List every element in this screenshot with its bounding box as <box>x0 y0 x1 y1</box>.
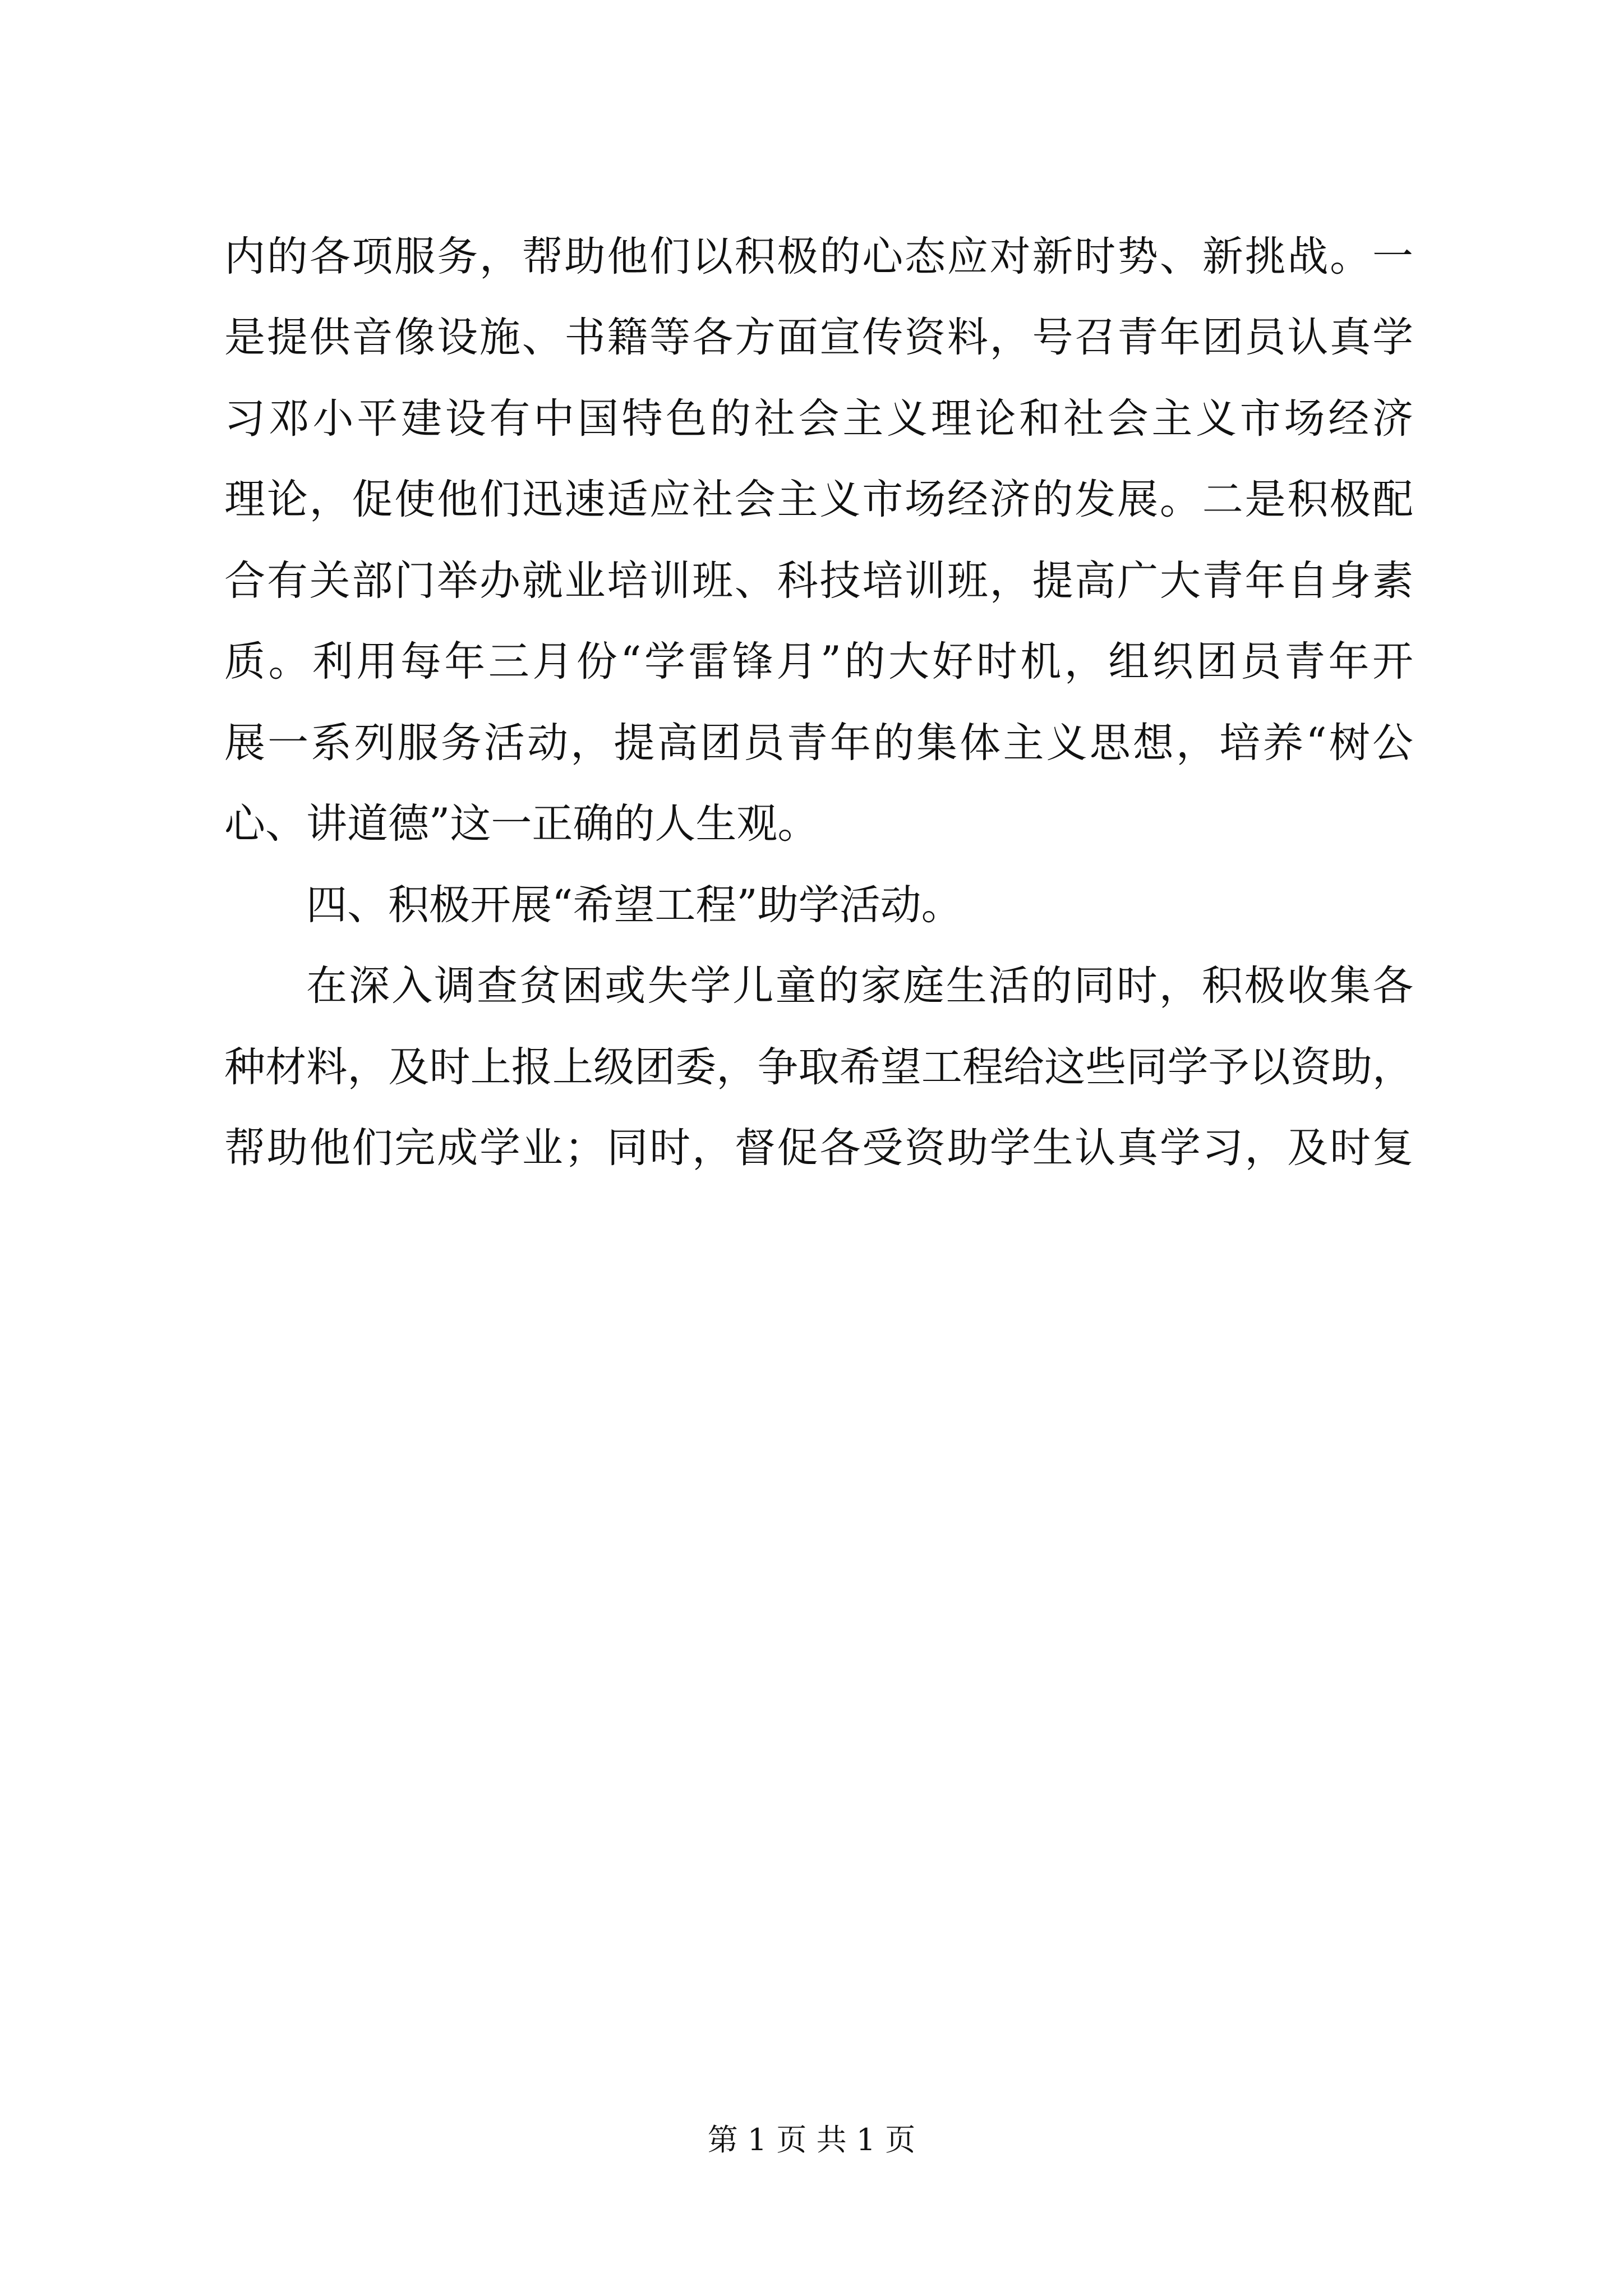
paragraph-line: 质。利用每年三月份“学雷锋月”的大好时机，组织团员青年开 <box>224 638 1413 685</box>
paragraph-line: 习邓小平建设有中国特色的社会主义理论和社会主义市场经济 <box>224 395 1413 443</box>
paragraph-line: 在深入调查贫困或失学儿童的家庭生活的同时，积极收集各 <box>306 962 1413 1010</box>
paragraph-line: 合有关部门举办就业培训班、科技培训班，提高广大青年自身素 <box>224 557 1413 605</box>
section-heading: 四、积极开展“希望工程”助学活动。 <box>306 881 962 929</box>
paragraph-line: 种材料，及时上报上级团委，争取希望工程给这些同学予以资助， <box>224 1043 1413 1091</box>
paragraph-line: 展一系列服务活动，提高团员青年的集体主义思想，培养“树公 <box>224 719 1413 767</box>
paragraph-line: 心、讲道德”这一正确的人生观。 <box>224 800 819 848</box>
paragraph-line: 理论，促使他们迅速适应社会主义市场经济的发展。二是积极配 <box>224 476 1413 523</box>
paragraph-line: 帮助他们完成学业；同时，督促各受资助学生认真学习，及时复 <box>224 1124 1413 1172</box>
paragraph-line: 内的各项服务，帮助他们以积极的心态应对新时势、新挑战。一 <box>224 233 1413 280</box>
page-footer: 第 1 页 共 1 页 <box>707 2122 916 2157</box>
paragraph-line: 是提供音像设施、书籍等各方面宣传资料，号召青年团员认真学 <box>224 314 1413 361</box>
